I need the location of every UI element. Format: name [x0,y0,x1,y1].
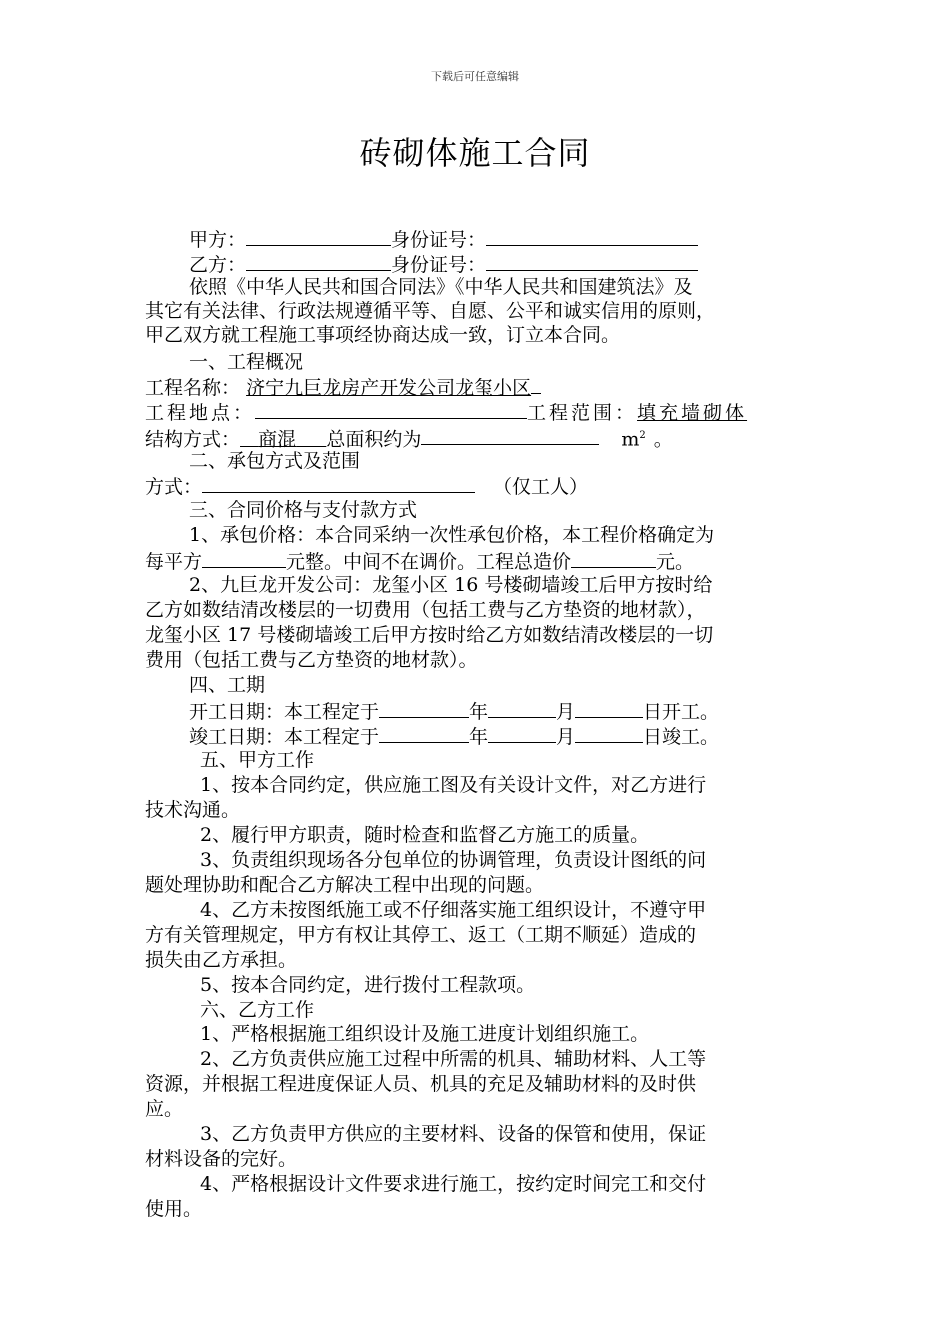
structure-label: 结构方式： [145,428,241,451]
finish-date-end: 日竣工。 [643,726,720,748]
party-a-duty: 1、按本合同约定，供应施工图及有关设计文件，对乙方进行 [200,774,707,796]
contract-mode-line [145,473,588,499]
intro-line: 其它有关法律、行政法规遵循平等、自愿、公平和诚实信用的原则， [145,300,716,322]
party-a-duty: 损失由乙方承担。 [145,949,298,971]
price-per-sqm-label: 每平方 [145,551,203,573]
project-location-blank[interactable] [255,399,527,419]
project-scope-label: 工程范围： [527,402,638,424]
start-year-blank[interactable] [379,698,469,718]
start-day-blank[interactable] [575,698,643,718]
area-blank[interactable] [421,425,599,445]
section-heading: 六、乙方工作 [200,999,315,1021]
party-a-line [189,226,698,252]
area-unit: m [621,428,640,451]
header-note: 下载后可任意编辑 [431,70,519,83]
total-price-blank[interactable] [571,548,656,568]
document-title: 砖砌体施工合同 [359,134,591,172]
payment-line: 费用（包括工费与乙方垫资的地材款）。 [145,649,478,671]
party-a-duty: 5、按本合同约定，进行拨付工程款项。 [200,974,536,996]
party-a-id-blank[interactable] [486,226,698,246]
project-scope-value: 填充墙砌体 [637,402,748,424]
price-line [145,548,694,574]
party-a-blank[interactable] [246,226,391,246]
project-location-label: 工程地点： [145,402,256,424]
intro-line: 甲乙双方就工程施工事项经协商达成一致，订立本合同。 [145,324,621,346]
intro-line: 依照《中华人民共和国合同法》《中华人民共和国建筑法》及 [189,276,693,298]
year-label: 年 [469,726,489,748]
payment-line: 乙方如数结清改楼层的一切费用（包括工费与乙方垫资的地材款）， [145,599,706,621]
price-line: 1、承包价格：本合同采纳一次性承包价格，本工程价格确定为 [189,524,715,546]
party-b-blank[interactable] [246,251,391,271]
party-a-duty: 方有关管理规定，甲方有权让其停工、返工（工期不顺延）造成的 [145,924,697,946]
start-date-label: 开工日期：本工程定于 [189,701,380,723]
party-b-line [189,251,698,277]
party-b-duty: 3、乙方负责甲方供应的主要材料、设备的保管和使用，保证 [200,1123,707,1145]
project-location-line [145,399,747,425]
finish-year-blank[interactable] [379,723,469,743]
start-date-end: 日开工。 [643,701,720,723]
party-a-duty: 4、乙方未按图纸施工或不仔细落实施工组织设计，不遵守甲 [200,899,707,921]
contract-mode-note: （仅工人） [493,476,589,498]
month-label: 月 [556,701,576,723]
party-b-label: 乙方： [189,254,247,276]
party-b-duty: 资源，并根据工程进度保证人员、机具的充足及辅助材料的及时供 [145,1073,697,1095]
id-label: 身份证号： [391,229,487,251]
contract-mode-blank[interactable] [202,473,475,493]
contract-mode-label: 方式： [145,476,203,498]
area-unit-sup: 2 [639,430,646,441]
month-label: 月 [556,726,576,748]
party-a-label: 甲方： [189,229,247,251]
total-price-end: 元。 [656,551,695,573]
project-name-line [145,374,541,400]
total-price-label: 元整。中间不在调价。工程总造价 [286,551,572,573]
structure-line [145,424,673,451]
area-end: 。 [653,428,673,451]
party-b-duty: 2、乙方负责供应施工过程中所需的机具、辅助材料、人工等 [200,1048,707,1070]
section-heading: 一、工程概况 [189,351,304,373]
section-heading: 五、甲方工作 [200,749,315,771]
section-heading: 二、承包方式及范围 [189,450,361,472]
party-a-duty: 技术沟通。 [145,799,241,821]
id-label: 身份证号： [391,254,487,276]
finish-day-blank[interactable] [575,723,643,743]
party-b-duty: 使用。 [145,1198,203,1220]
party-b-duty: 4、严格根据设计文件要求进行施工，按约定时间完工和交付 [200,1173,707,1195]
party-a-duty: 2、履行甲方职责，随时检查和监督乙方施工的质量。 [200,824,650,846]
project-name-value: 济宁九巨龙房产开发公司龙玺小区 [246,377,532,399]
party-a-duty: 3、负责组织现场各分包单位的协调管理，负责设计图纸的问 [200,849,707,871]
finish-date-line [189,723,719,749]
party-b-id-blank[interactable] [486,251,698,271]
payment-line: 龙玺小区 17 号楼砌墙竣工后甲方按时给乙方如数结清改楼层的一切 [145,624,714,646]
payment-line: 2、九巨龙开发公司：龙玺小区 16 号楼砌墙竣工后甲方按时给 [189,574,713,596]
price-per-sqm-blank[interactable] [202,548,286,568]
finish-date-label: 竣工日期：本工程定于 [189,726,380,748]
blank [531,374,541,394]
party-b-duty: 材料设备的完好。 [145,1148,298,1170]
section-heading: 四、工期 [189,674,266,696]
start-date-line [189,698,719,724]
party-b-duty: 应。 [145,1098,184,1120]
party-a-duty: 题处理协助和配合乙方解决工程中出现的问题。 [145,874,545,896]
structure-value: 商混 [258,428,297,451]
section-heading: 三、合同价格与支付款方式 [189,499,418,521]
area-label: 总面积约为 [326,428,422,451]
finish-month-blank[interactable] [488,723,556,743]
project-name-label: 工程名称： [145,377,241,399]
start-month-blank[interactable] [488,698,556,718]
year-label: 年 [469,701,489,723]
party-b-duty: 1、严格根据施工组织设计及施工进度计划组织施工。 [200,1023,650,1045]
